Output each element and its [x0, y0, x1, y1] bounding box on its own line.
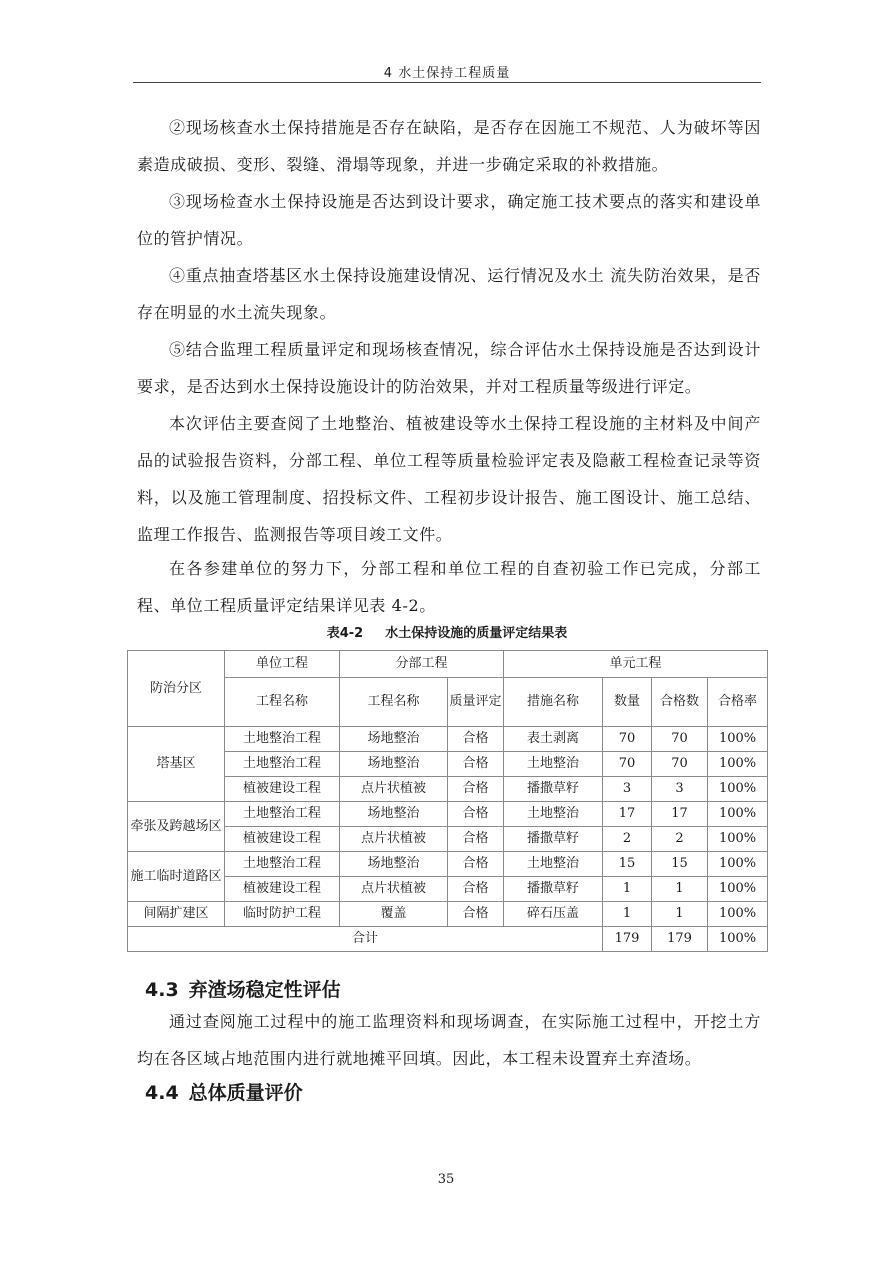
cell-rate: 100%: [708, 877, 768, 902]
total-count: 179: [603, 927, 652, 952]
cell-pass: 2: [652, 827, 708, 852]
cell-pass: 15: [652, 852, 708, 877]
cell-unit: 植被建设工程: [225, 777, 340, 802]
section-title: 总体质量评价: [188, 1082, 303, 1104]
cell-measure: 表土剥离: [504, 727, 603, 752]
section-title: 弃渣场稳定性评估: [188, 979, 341, 1001]
zone-cell: 牵张及跨越场区: [128, 802, 225, 852]
header-rule: [133, 82, 761, 83]
cell-sub: 覆盖: [340, 902, 448, 927]
cell-quality: 合格: [448, 902, 504, 927]
cell-unit: 土地整治工程: [225, 852, 340, 877]
cell-count: 2: [603, 827, 652, 852]
cell-rate: 100%: [708, 727, 768, 752]
cell-count: 1: [603, 902, 652, 927]
header-element-project: 单元工程: [504, 651, 768, 678]
table-row: [128, 802, 768, 827]
cell-measure: 土地整治: [504, 852, 603, 877]
paragraph-check-defects: ②现场核查水土保持措施是否存在缺陷，是否存在因施工不规范、人为破坏等因素造成破损、变形、裂缝、滑塌等现象，并进一步确定采取的补救措施。: [137, 118, 761, 174]
zone-cell: 施工临时道路区: [128, 852, 225, 902]
total-label: 合计: [128, 927, 603, 952]
header-quality: 质量评定: [448, 678, 504, 727]
cell-pass: 70: [652, 752, 708, 777]
header-qualified: 合格数: [652, 678, 708, 727]
cell-count: 70: [603, 752, 652, 777]
cell-sub: 场地整治: [340, 802, 448, 827]
cell-sub: 场地整治: [340, 852, 448, 877]
paragraph-check-design: ③现场检查水土保持设施是否达到设计要求，确定施工技术要点的落实和建设单位的管护情况。: [137, 192, 761, 248]
cell-unit: 临时防护工程: [225, 902, 340, 927]
cell-quality: 合格: [448, 877, 504, 902]
section-number: 4.3: [145, 979, 179, 1001]
cell-rate: 100%: [708, 827, 768, 852]
cell-measure: 土地整治: [504, 802, 603, 827]
cell-rate: 100%: [708, 802, 768, 827]
header-zone: 防治分区: [128, 651, 225, 727]
cell-quality: 合格: [448, 802, 504, 827]
header-unit-name: 工程名称: [225, 678, 340, 727]
cell-sub: 场地整治: [340, 752, 448, 777]
cell-quality: 合格: [448, 727, 504, 752]
cell-count: 1: [603, 877, 652, 902]
header-sub-name: 工程名称: [340, 678, 448, 727]
zone-cell: 间隔扩建区: [128, 902, 225, 927]
table-caption-number: 表4-2: [326, 626, 364, 641]
cell-count: 3: [603, 777, 652, 802]
cell-count: 70: [603, 727, 652, 752]
header-rate: 合格率: [708, 678, 768, 727]
section-number: 4.4: [145, 1082, 179, 1104]
page-number: 35: [437, 1172, 455, 1187]
cell-unit: 植被建设工程: [225, 877, 340, 902]
header-quantity: 数量: [603, 678, 652, 727]
cell-quality: 合格: [448, 827, 504, 852]
section-heading-4-3: [145, 975, 341, 1002]
cell-count: 15: [603, 852, 652, 877]
cell-rate: 100%: [708, 752, 768, 777]
cell-pass: 1: [652, 902, 708, 927]
cell-sub: 场地整治: [340, 727, 448, 752]
cell-rate: 100%: [708, 852, 768, 877]
cell-count: 17: [603, 802, 652, 827]
table-header-row: [128, 651, 768, 678]
header-measure-name: 措施名称: [504, 678, 603, 727]
cell-rate: 100%: [708, 777, 768, 802]
table-row: [128, 727, 768, 752]
table-caption-title: 水土保持设施的质量评定结果表: [385, 626, 568, 641]
total-pass: 179: [652, 927, 708, 952]
cell-measure: 播撒草籽: [504, 777, 603, 802]
cell-measure: 碎石压盖: [504, 902, 603, 927]
cell-pass: 3: [652, 777, 708, 802]
section-heading-4-4: [145, 1078, 303, 1105]
header-unit-project: 单位工程: [225, 651, 340, 678]
cell-measure: 播撒草籽: [504, 827, 603, 852]
cell-sub: 点片状植被: [340, 827, 448, 852]
cell-quality: 合格: [448, 852, 504, 877]
header-sub-project: 分部工程: [340, 651, 504, 678]
running-header: 4 水土保持工程质量: [383, 66, 511, 81]
total-rate: 100%: [708, 927, 768, 952]
cell-unit: 土地整治工程: [225, 752, 340, 777]
table-caption: [127, 622, 767, 641]
cell-measure: 土地整治: [504, 752, 603, 777]
cell-pass: 70: [652, 727, 708, 752]
quality-assessment-table: [127, 650, 768, 952]
paragraph-overall-assessment: ⑤结合监理工程质量评定和现场核查情况，综合评估水土保持设施是否达到设计要求，是否达到水土保持设施设计的防治效果，并对工程质量等级进行评定。: [137, 340, 761, 396]
table-row: [128, 902, 768, 927]
paragraph-self-inspection: 在各参建单位的努力下，分部工程和单位工程的自查初验工作已完成，分部工程、单位工程质量评定结果详见表 4-2。: [137, 559, 761, 615]
cell-quality: 合格: [448, 752, 504, 777]
cell-pass: 17: [652, 802, 708, 827]
cell-rate: 100%: [708, 902, 768, 927]
paragraph-documents-reviewed: 本次评估主要查阅了土地整治、植被建设等水土保持工程设施的主材料及中间产品的试验报告资料，分部工程、单位工程等质量检验评定表及隐蔽工程检查记录等资料，以及施工管理制度、招投标文件、工程初步设计报告、施工图设计、施工总结、监理工作报告、监测报告等项目竣工文件。: [137, 414, 761, 544]
cell-measure: 播撒草籽: [504, 877, 603, 902]
paragraph-tower-base: ④重点抽查塔基区水土保持设施建设情况、运行情况及水土 流失防治效果，是否存在明显的水土流失现象。: [137, 266, 761, 322]
cell-sub: 点片状植被: [340, 777, 448, 802]
paragraph-spoil-site: 通过查阅施工过程中的施工监理资料和现场调查，在实际施工过程中，开挖土方均在各区域占地范围内进行就地摊平回填。因此，本工程未设置弃土弃渣场。: [137, 1012, 761, 1068]
table-row: [128, 852, 768, 877]
cell-unit: 土地整治工程: [225, 727, 340, 752]
cell-quality: 合格: [448, 777, 504, 802]
cell-sub: 点片状植被: [340, 877, 448, 902]
cell-unit: 土地整治工程: [225, 802, 340, 827]
cell-unit: 植被建设工程: [225, 827, 340, 852]
zone-cell: 塔基区: [128, 727, 225, 802]
table-total-row: [128, 927, 768, 952]
cell-pass: 1: [652, 877, 708, 902]
